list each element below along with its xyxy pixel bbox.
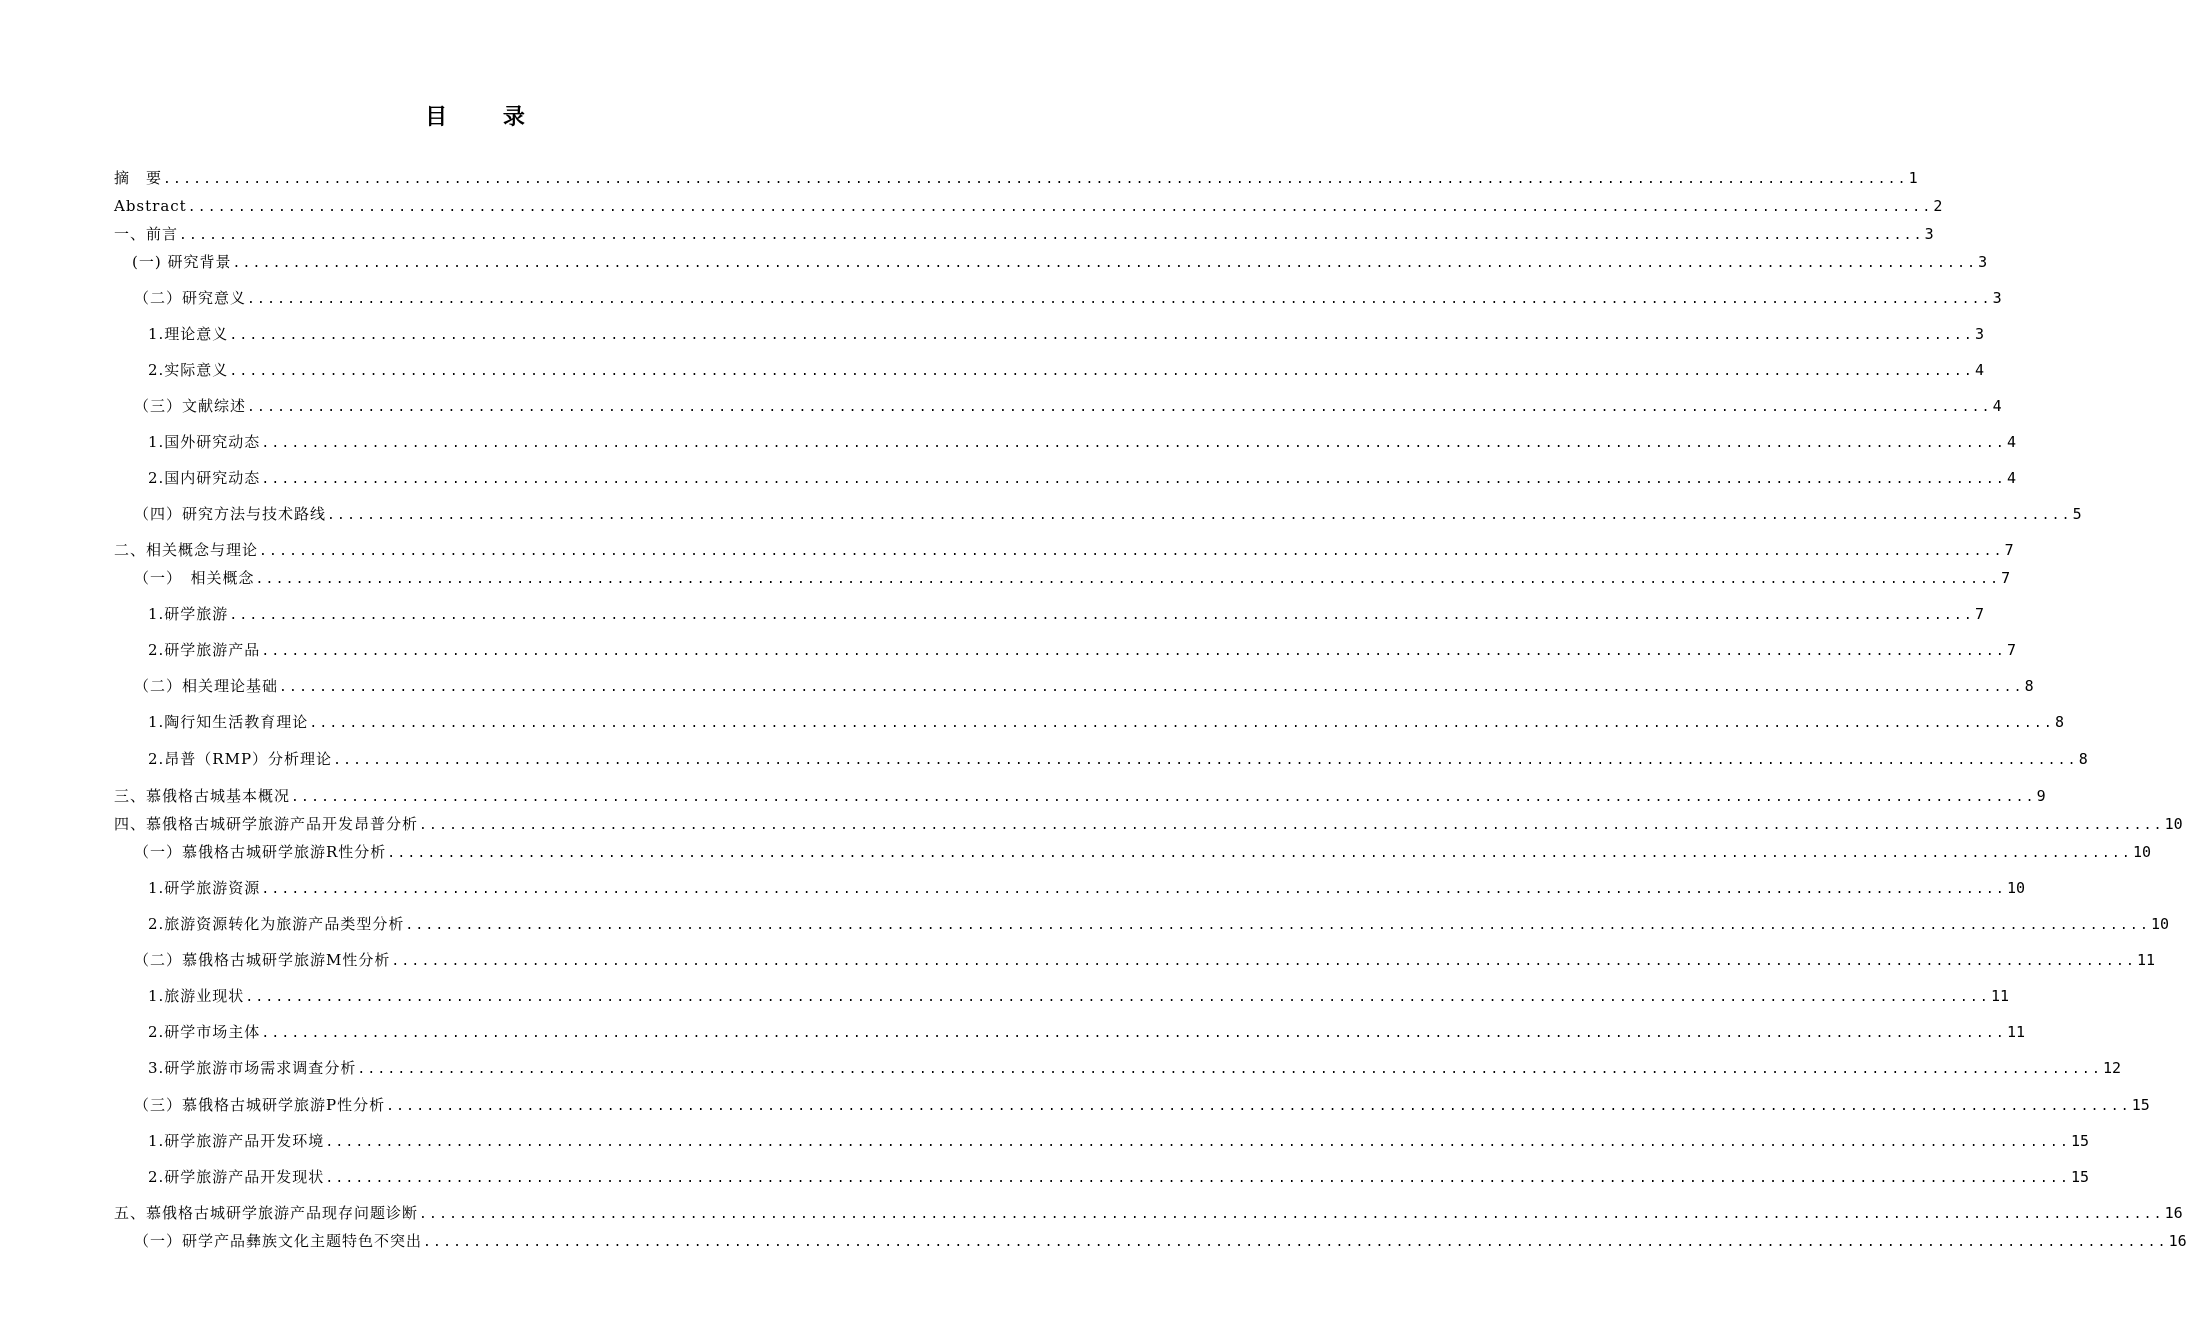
toc-page-number: 16 <box>2164 1204 2183 1222</box>
toc-entry-1-1[interactable] <box>132 251 1988 273</box>
toc-dot-leader: .............................................................................................................................................................................. <box>325 1171 2070 1186</box>
toc-page-number: 7 <box>2001 569 2011 587</box>
toc-entry-label: （一）研学产品彝族文化主题特色不突出 <box>134 1232 423 1250</box>
toc-entry-2-1-2[interactable] <box>148 639 2016 661</box>
toc-entry-4-2[interactable] <box>134 949 2156 971</box>
toc-entry-4-3[interactable] <box>134 1094 2150 1116</box>
toc-page-number: 8 <box>2054 713 2064 731</box>
toc-dot-leader: .............................................................................................................................................................................. <box>229 364 1974 379</box>
toc-entry-chapter-3[interactable] <box>114 785 2046 807</box>
toc-entry-2-2-2[interactable] <box>148 748 2088 770</box>
toc-entry-label: （二）相关理论基础 <box>134 677 279 695</box>
toc-entry-4-1-1[interactable] <box>148 877 2026 899</box>
toc-dot-leader: .............................................................................................................................................................................. <box>261 644 2006 659</box>
toc-dot-leader: .............................................................................................................................................................................. <box>423 1235 2168 1250</box>
toc-page-number: 15 <box>2070 1132 2090 1150</box>
page-title: 目 录 <box>425 104 549 130</box>
toc-page-number: 3 <box>1978 253 1988 271</box>
toc-page-number: 10 <box>2150 915 2170 933</box>
toc-entry-4-3-1[interactable] <box>148 1130 2090 1152</box>
toc-entry-1-4[interactable] <box>134 503 2082 525</box>
toc-dot-leader: .............................................................................................................................................................................. <box>163 172 1908 187</box>
toc-entry-label: 2.研学市场主体 <box>148 1023 261 1041</box>
toc-entry-label: 1.研学旅游产品开发环境 <box>148 1132 325 1150</box>
toc-page-number: 3 <box>1974 325 1984 343</box>
toc-entry-label: 1.研学旅游资源 <box>148 879 261 897</box>
toc-page-number: 16 <box>2168 1232 2187 1250</box>
toc-entry-label: 2.研学旅游产品开发现状 <box>148 1168 325 1186</box>
toc-page-number: 11 <box>2137 951 2156 969</box>
toc-page-number: 4 <box>2006 433 2016 451</box>
toc-entry-label: 2.研学旅游产品 <box>148 641 261 659</box>
toc-page-number: 4 <box>1992 397 2002 415</box>
toc-entry-label: （三）慕俄格古城研学旅游P性分析 <box>134 1096 386 1114</box>
toc-page-number: 10 <box>2132 843 2151 861</box>
toc-entry-1-2[interactable] <box>134 287 2002 309</box>
toc-entry-1-3-2[interactable] <box>148 467 2016 489</box>
toc-entry-1-3[interactable] <box>134 395 2002 417</box>
toc-dot-leader: .............................................................................................................................................................................. <box>261 882 2006 897</box>
toc-entry-label: （一）慕俄格古城研学旅游R性分析 <box>134 843 387 861</box>
toc-dot-leader: .............................................................................................................................................................................. <box>255 572 2001 587</box>
toc-page-number: 3 <box>1924 225 1934 243</box>
toc-entry-4-2-3[interactable] <box>148 1057 2122 1079</box>
toc-entry-label: 三、慕俄格古城基本概况 <box>114 787 291 805</box>
toc-dot-leader: .............................................................................................................................................................................. <box>405 918 2150 933</box>
toc-dot-leader: .............................................................................................................................................................................. <box>279 680 2024 695</box>
toc-entry-label: 2.昂普（RMP）分析理论 <box>148 750 333 768</box>
toc-entry-1-3-1[interactable] <box>148 431 2016 453</box>
toc-page-number: 10 <box>2006 879 2026 897</box>
toc-entry-2-2-1[interactable] <box>148 711 2064 733</box>
toc-entry-label: 五、慕俄格古城研学旅游产品现存问题诊断 <box>114 1204 419 1222</box>
toc-entry-label: 2.国内研究动态 <box>148 469 261 487</box>
toc-page-number: 2 <box>1933 197 1943 215</box>
toc-entry-label: （二）研究意义 <box>134 289 247 307</box>
toc-entry-chapter-4[interactable] <box>114 813 2183 835</box>
toc-dot-leader: .............................................................................................................................................................................. <box>357 1062 2102 1077</box>
toc-entry-2-2[interactable] <box>134 675 2034 697</box>
toc-entry-5-1[interactable] <box>134 1230 2187 1252</box>
toc-dot-leader: .............................................................................................................................................................................. <box>187 200 1933 215</box>
toc-entry-chapter-1[interactable] <box>114 223 1934 245</box>
toc-page-number: 8 <box>2024 677 2034 695</box>
toc-page-number: 11 <box>1990 987 2010 1005</box>
toc-entry-label: 2.旅游资源转化为旅游产品类型分析 <box>148 915 405 933</box>
toc-dot-leader: .............................................................................................................................................................................. <box>229 328 1974 343</box>
toc-dot-leader: .............................................................................................................................................................................. <box>291 790 2036 805</box>
toc-entry-4-3-2[interactable] <box>148 1166 2090 1188</box>
toc-dot-leader: .............................................................................................................................................................................. <box>247 292 1992 307</box>
toc-entry-chapter-2[interactable] <box>114 539 2014 561</box>
toc-dot-leader: .............................................................................................................................................................................. <box>327 508 2072 523</box>
toc-page-number: 8 <box>2078 750 2088 768</box>
toc-page-number: 1 <box>1908 169 1918 187</box>
toc-entry-4-2-1[interactable] <box>148 985 2010 1007</box>
toc-page-number: 4 <box>2006 469 2016 487</box>
toc-page-number: 12 <box>2102 1059 2122 1077</box>
toc-entry-1-2-2[interactable] <box>148 359 1984 381</box>
toc-dot-leader: .............................................................................................................................................................................. <box>229 608 1974 623</box>
toc-page-number: 3 <box>1992 289 2002 307</box>
toc-entry-4-1[interactable] <box>134 841 2151 863</box>
toc-entry-label: （二）慕俄格古城研学旅游M性分析 <box>134 951 391 969</box>
toc-entry-2-1-1[interactable] <box>148 603 1984 625</box>
toc-page-number: 7 <box>2006 641 2016 659</box>
toc-page-number: 7 <box>1974 605 1984 623</box>
toc-dot-leader: .............................................................................................................................................................................. <box>391 954 2137 969</box>
toc-dot-leader: .............................................................................................................................................................................. <box>419 818 2164 833</box>
toc-dot-leader: .............................................................................................................................................................................. <box>419 1207 2164 1222</box>
toc-entry-1-2-1[interactable] <box>148 323 1984 345</box>
toc-dot-leader: .............................................................................................................................................................................. <box>325 1135 2070 1150</box>
toc-dot-leader: .............................................................................................................................................................................. <box>309 716 2054 731</box>
toc-page-number: 9 <box>2036 787 2046 805</box>
toc-entry-label: 1.理论意义 <box>148 325 229 343</box>
toc-dot-leader: .............................................................................................................................................................................. <box>261 436 2006 451</box>
toc-entry-chapter-5[interactable] <box>114 1202 2183 1224</box>
toc-dot-leader: .............................................................................................................................................................................. <box>232 256 1978 271</box>
toc-entry-label: 1.国外研究动态 <box>148 433 261 451</box>
toc-dot-leader: .............................................................................................................................................................................. <box>247 400 1992 415</box>
toc-entry-label: 二、相关概念与理论 <box>114 541 259 559</box>
toc-entry-label: 1.旅游业现状 <box>148 987 245 1005</box>
toc-dot-leader: .............................................................................................................................................................................. <box>259 544 2004 559</box>
toc-entry-label: 摘 要 <box>114 169 163 187</box>
toc-entry-label: 2.实际意义 <box>148 361 229 379</box>
toc-entry-label: 四、慕俄格古城研学旅游产品开发昂普分析 <box>114 815 419 833</box>
toc-dot-leader: .............................................................................................................................................................................. <box>261 1026 2006 1041</box>
toc-dot-leader: .............................................................................................................................................................................. <box>386 1099 2131 1114</box>
toc-entry-label: 3.研学旅游市场需求调查分析 <box>148 1059 357 1077</box>
toc-entry-2-1[interactable] <box>134 567 2011 589</box>
toc-entry-label: （三）文献综述 <box>134 397 247 415</box>
toc-dot-leader: .............................................................................................................................................................................. <box>333 753 2078 768</box>
toc-dot-leader: .............................................................................................................................................................................. <box>179 228 1924 243</box>
toc-page-number: 15 <box>2070 1168 2090 1186</box>
toc-page-number: 11 <box>2006 1023 2026 1041</box>
toc-dot-leader: .............................................................................................................................................................................. <box>245 990 1990 1005</box>
toc-entry-abstract-en[interactable] <box>114 195 1943 217</box>
toc-page-number: 10 <box>2164 815 2183 833</box>
toc-entry-label: （四）研究方法与技术路线 <box>134 505 327 523</box>
toc-entry-label: Abstract <box>114 197 187 215</box>
toc-entry-4-1-2[interactable] <box>148 913 2170 935</box>
toc-dot-leader: .............................................................................................................................................................................. <box>261 472 2006 487</box>
toc-page-number: 5 <box>2072 505 2082 523</box>
toc-entry-label: 1.陶行知生活教育理论 <box>148 713 309 731</box>
toc-entry-abstract-cn[interactable] <box>114 167 1918 189</box>
toc-entry-label: (一) 研究背景 <box>132 253 232 271</box>
toc-entry-label: 一、前言 <box>114 225 179 243</box>
toc-entry-4-2-2[interactable] <box>148 1021 2026 1043</box>
toc-entry-label: 1.研学旅游 <box>148 605 229 623</box>
toc-entry-label: （一） 相关概念 <box>134 569 255 587</box>
toc-page-number: 4 <box>1974 361 1984 379</box>
toc-page-number: 7 <box>2004 541 2014 559</box>
toc-page-number: 15 <box>2131 1096 2150 1114</box>
toc-dot-leader: .............................................................................................................................................................................. <box>387 846 2132 861</box>
